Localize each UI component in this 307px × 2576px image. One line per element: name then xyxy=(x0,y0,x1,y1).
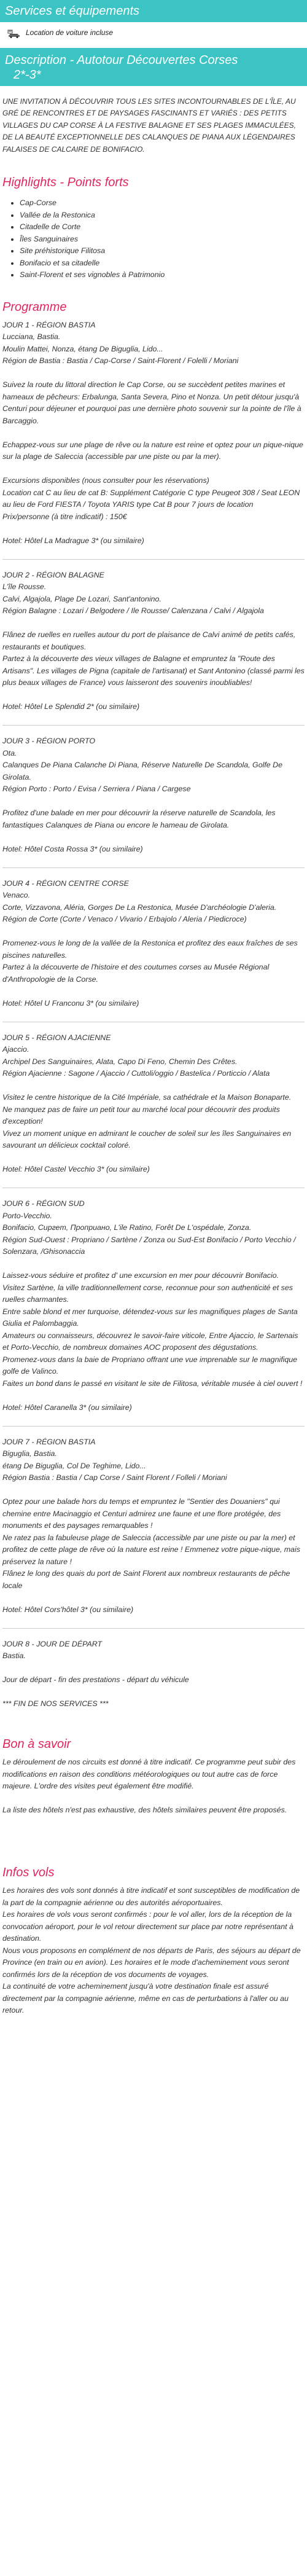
infos-vols-paragraph: Les horaires des vols sont donnés à titre indicatif et sont susceptibles de modification de la part de la compagnie aérienne ou des autorités aéroportuaires. Les horaires de vols vous seront confirmés : pour le vol aller, lors de la réception de la convocation aéroport, pour le vol retour directement sur place par notre représentant à destination. Nous vous proposons en complément de nos départs de Paris, des séjours au départ de Province (en train ou en avion). Les horaires et le mode d'acheminement vous seront confirmés lors de la réception de vos documents de voyages. La continuité de votre acheminement jusqu'à votre destination finale est assuré directement par la compagnie aérienne, même en cas de perturbations à l'aller ou au retour. xyxy=(2,1886,301,2014)
day-header xyxy=(2,735,305,796)
highlights-title: Highlights - Points forts xyxy=(2,176,129,189)
description-banner xyxy=(0,48,307,86)
day-location-line: Ajaccio. xyxy=(2,1045,29,1054)
day-paragraph: Profitez d'une balade en mer pour découvrir la réserve naturelle de Scandola, les fantastiques Calanques de Piana ou encore le hameau de Girolata. xyxy=(2,808,276,829)
day-divider xyxy=(2,867,305,868)
day-location-line: Biguglia, Bastia. xyxy=(2,1449,57,1458)
day-title: JOUR 6 - RÉGION SUD xyxy=(2,1199,85,1208)
highlights-list xyxy=(0,195,307,285)
day-header xyxy=(2,1032,305,1080)
day-location-line: Région Ajacienne : Sagone / Ajaccio / Cuttoli/oggio / Bastelica / Porticcio / Alata xyxy=(2,1069,270,1078)
highlight-item: • Site préhistorique Filitosa xyxy=(20,245,307,257)
programme-day xyxy=(0,1198,307,1414)
services-title: Services et équipements xyxy=(5,4,140,18)
day-paragraph: Optez pour une balade hors du temps et empruntez le "Sentier des Douaniers" qui chemine entre Macinaggio et Centuri admirez une faune et une flore protégée, des monuments et des paysages remarquables ! Ne ratez pas la fabuleuse plage de Saleccia (accessible par une piste ou par la mer) et profitez de cette plage de rêve où la nature est reine ! Emmenez votre pique-nique, mais préservez la nature ! Flânez le long des quais du port de Saint Florent aux nombreux restaurants de pêche locale xyxy=(2,1497,300,1590)
day-location-line: Région Sud-Ouest : Propriano / Sartène / Zonza ou Sud-Est Bonifacio / Porto Vecchio / Solenzara, /Ghisonaccia xyxy=(2,1235,296,1256)
service-label-car: Location de voiture incluse xyxy=(26,28,114,37)
day-location-line: Porto-Vecchio. xyxy=(2,1211,52,1220)
programme-day xyxy=(0,1638,307,1710)
day-header xyxy=(2,570,305,617)
day-divider xyxy=(2,1628,305,1629)
day-paragraph: Visitez le centre historique de la Cité Impériale, sa cathédrale et la Maison Bonaparte. Ne manquez pas de faire un petit tour au marché local pour découvrir des produits d'exception! Vivez un moment unique en admirant le coucher de soleil sur les îles Sanguinaires en savourant un délicieux cocktail coloré. xyxy=(2,1093,292,1149)
day-paragraph: *** FIN DE NOS SERVICES *** xyxy=(2,1699,109,1708)
highlight-item: • Saint-Florent et ses vignobles à Patrimonio xyxy=(20,269,307,281)
day-location-line: Moulin Mattei, Nonza, étang De Biguglia, Lido... xyxy=(2,344,163,353)
description-subtitle: 2*-3* xyxy=(14,68,41,82)
day-hotel: Hotel: Hôtel Caranella 3* (ou similaire) xyxy=(2,1403,132,1412)
day-location-line: Lucciana, Bastia. xyxy=(2,332,61,341)
day-hotel: Hotel: Hôtel U Franconu 3* (ou similaire) xyxy=(2,998,139,1008)
day-paragraph: Excursions disponibles (nous consulter pour les réservations) Location cat C au lieu de cat B: Supplément Catégorie C type Peugeot 308 / Seat LEON au lieu de Ford FIESTA / Toyota YARIS type Cat B pour 7 jours de location Prix/personne (à titre indicatif) : 150€ xyxy=(2,476,300,521)
programme-day xyxy=(0,878,307,1010)
highlight-item: • Citadelle de Corte xyxy=(20,221,307,233)
day-location-line: Région Balagne : Lozari / Belgodere / Ile Rousse/ Calenzana / Calvi / Algajola xyxy=(2,606,264,615)
day-header xyxy=(2,1198,305,1258)
car-rental-icon xyxy=(7,28,21,38)
description-intro: UNE INVITATION À DÉCOUVRIR TOUS LES SITES INCONTOURNABLES DE L'ÎLE, AU GRÉ DE RENCONTRES ET DE PAYSAGES FASCINANTS ET VARIÉS : DES PETITS VILLAGES DU CAP CORSE À LA FESTIVE BALAGNE ET SES PLAGES IMMACULÉES, DE LA BEAUTÉ EXCEPTIONNELLE DES CALANQUES DE PIANA AUX LÉGENDAIRES FALAISES DE CALCAIRE DE BONIFACIO. xyxy=(2,96,296,154)
day-hotel: Hotel: Hôtel Le Splendid 2* (ou similaire) xyxy=(2,702,140,711)
day-title: JOUR 2 - RÉGION BALAGNE xyxy=(2,570,104,579)
programme-day xyxy=(0,319,307,547)
description-title: Description - Autotour Découvertes Corses xyxy=(5,53,238,67)
day-header xyxy=(2,1436,305,1484)
day-location-line: Région Porto : Porto / Evisa / Serriera / Piana / Cargese xyxy=(2,785,191,793)
day-location-line: Région de Corte (Corte / Venaco / Vivario / Erbajolo / Aleria / Piedicroce) xyxy=(2,915,247,923)
day-divider xyxy=(2,1426,305,1427)
day-location-line: Corte, Vizzavona, Aléria, Gorges De La Restonica, Musée D'archéologie D'aleria. xyxy=(2,902,277,912)
day-divider xyxy=(2,725,305,726)
day-location-line: étang De Biguglia, Col De Teghime, Lido... xyxy=(2,1461,146,1470)
programme-day xyxy=(0,735,307,855)
day-divider xyxy=(2,559,305,560)
day-header xyxy=(2,319,305,367)
day-location-line: Bonifacio, Cиргеm, Проприано, L'ile Ratino, Forêt De L'ospédale, Zonza. xyxy=(2,1223,252,1232)
day-paragraph: Jour de départ - fin des prestations - départ du véhicule xyxy=(2,1675,189,1684)
programme-days xyxy=(0,319,307,1710)
day-hotel: Hotel: Hôtel Castel Vecchio 3* (ou similaire) xyxy=(2,1165,150,1173)
programme-title: Programme xyxy=(2,300,67,314)
programme-day xyxy=(0,1032,307,1176)
day-title: JOUR 3 - RÉGION PORTO xyxy=(2,737,96,745)
services-banner xyxy=(0,0,307,22)
day-location-line: Calanques De Piana Calanche Di Piana, Réserve Naturelle De Scandola, Golfe De Girolata. xyxy=(2,761,282,781)
day-hotel: Hotel: Hôtel Cors'hôtel 3* (ou similaire) xyxy=(2,1605,134,1614)
day-location-line: Région de Bastia : Bastia / Cap-Corse / Saint-Florent / Folelli / Moriani xyxy=(2,356,239,365)
bon-a-savoir-body xyxy=(0,1756,307,1817)
day-location-line: Bastia. xyxy=(2,1651,26,1660)
programme-day xyxy=(0,1436,307,1616)
bon-a-savoir-paragraph: La liste des hôtels n'est pas exhaustive, des hôtels similaires peuvent être proposés. xyxy=(2,1806,287,1814)
day-header xyxy=(2,878,305,926)
highlight-item: • Cap-Corse xyxy=(20,197,307,209)
day-hotel: Hotel: Hôtel La Madrague 3* (ou similaire) xyxy=(2,536,144,545)
day-paragraph: Laissez-vous séduire et profitez d' une excursion en mer pour découvrir Bonifacio. Visitez Sartène, la ville traditionnellement corse, reconnue pour son authenticité et ses ruelles charmantes. Entre sable blond et mer turquoise, détendez-vous sur les magnifiques plages de Santa Giulia et Palombaggia. Amateurs ou connaisseurs, découvrez le savoir-faire viticole, Entre Ajaccio, le Sartenais et Porto-Vecchio, de nombreux domaines AOC proposent des dégustations. Promenez-vous dans la baie de Propriano offrant une vue imprenable sur le magnifique golfe de Valinco. Faites un bond dans le passé en visitant le site de Filitosa, véritable musée à ciel ouvert ! xyxy=(2,1271,303,1388)
day-location-line: L'île Rousse. xyxy=(2,582,47,591)
service-row-car xyxy=(0,22,307,48)
bon-a-savoir-paragraph: Le déroulement de nos circuits est donné à titre indicatif. Ce programme peut subir des modifications en raison des conditions météorologiques ou tout autre cas de force majeure. L'ordre des visites peut également être modifié. xyxy=(2,1758,296,1790)
day-location-line: Ota. xyxy=(2,748,17,758)
day-location-line: Archipel Des Sanguinaires, Alata, Capo Di Feno, Chemin Des Crêtes. xyxy=(2,1057,238,1066)
day-title: JOUR 5 - RÉGION AJACIENNE xyxy=(2,1033,111,1042)
day-location-line: Région Bastia : Bastia / Cap Corse / Saint Florent / Folleli / Moriani xyxy=(2,1473,227,1482)
day-title: JOUR 1 - RÉGION BASTIA xyxy=(2,320,96,329)
highlight-item: • Vallée de la Restonica xyxy=(20,209,307,222)
programme-day xyxy=(0,570,307,713)
infos-vols-body xyxy=(0,1885,307,2017)
day-hotel: Hotel: Hôtel Costa Rossa 3* (ou similaire) xyxy=(2,844,143,853)
highlight-item: • Bonifacio et sa citadelle xyxy=(20,257,307,270)
day-title: JOUR 8 - JOUR DE DÉPART xyxy=(2,1639,103,1648)
day-title: JOUR 7 - RÉGION BASTIA xyxy=(2,1437,96,1446)
day-location-line: Calvi, Algajola, Plage De Lozari, Sant'antonino. xyxy=(2,594,161,603)
day-header xyxy=(2,1638,305,1662)
day-paragraph: Promenez-vous le long de la vallée de la Restonica et profitez des eaux fraîches de ses piscines naturelles. Partez à la découverte de l'histoire et des coutumes corses au Musée Régional d'Anthropologie de la Corse. xyxy=(2,939,298,984)
day-title: JOUR 4 - RÉGION CENTRE CORSE xyxy=(2,879,129,888)
day-paragraph: Echappez-vous sur une plage de rêve ou la nature est reine et optez pour un pique-nique sur la plage de Saleccia (accessible par une piste ou par la mer). xyxy=(2,440,303,461)
day-paragraph: Suivez la route du littoral direction le Cap Corse, ou se succèdent petites marines et hameaux de pêcheurs: Erbalunga, Santa Severa, Pino et Nonza. Un petit détour jusqu'à Centuri pour déjeuner et pourquoi pas une dernière photo souvenir sur la pointe de l'île à Barcaggio. xyxy=(2,380,301,425)
day-paragraph: Flânez de ruelles en ruelles autour du port de plaisance de Calvi animé de petits cafés, restaurants et boutiques. Partez à la découverte des vieux villages de Balagne et empruntez la "Route des Artisans". Les villages de Pigna (capitale de l'artisanat) et Sant Antonino (classé parmi les plus beaux villages de France) vous laisseront des souvenirs inoubliables! xyxy=(2,630,305,687)
highlight-item: • Îles Sanguinaires xyxy=(20,233,307,246)
infos-vols-title: Infos vols xyxy=(2,1866,55,1879)
day-location-line: Venaco. xyxy=(2,891,31,899)
bon-a-savoir-title: Bon à savoir xyxy=(2,1737,71,1751)
